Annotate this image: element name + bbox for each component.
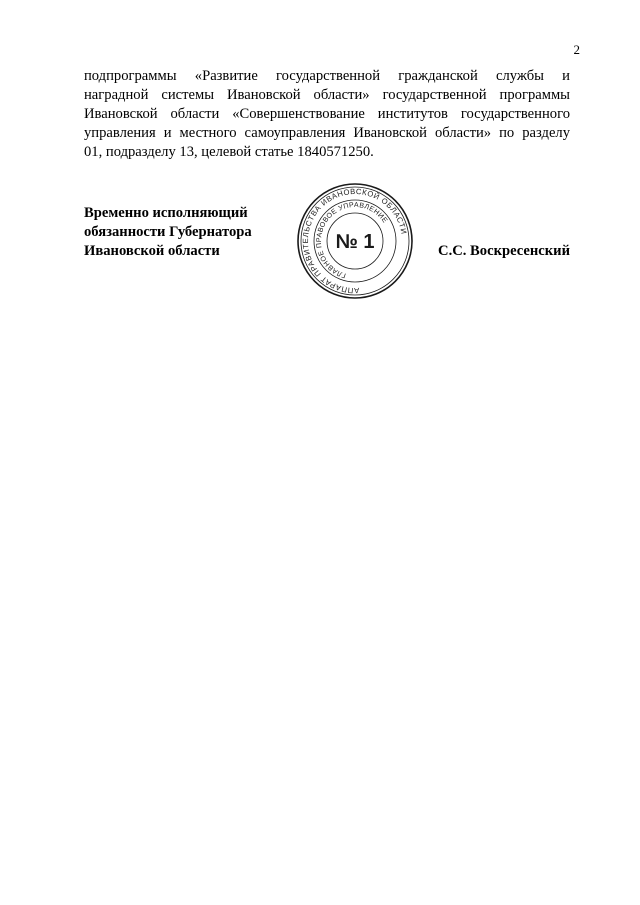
body-line: подпрограммы «Развитие государственной гражданской службы и [84,68,570,84]
seal-graphic [296,182,414,300]
seal-inner-text: ГЛАВНОЕ ПРАВОВОЕ УПРАВЛЕНИЕ [315,201,389,279]
seal-center-number: № 1 [335,231,375,253]
signatory-title [84,204,252,261]
signatory-title-line: Ивановской области [84,243,220,259]
signatory-title-line: обязанности Губернатора [84,224,252,240]
signatory-title-line: Временно исполняющий [84,205,248,221]
body-paragraph [84,67,570,162]
official-seal-stamp [296,182,414,300]
body-line: Ивановской области «Совершенствование институтов государственного [84,106,570,122]
page-number: 2 [573,42,580,57]
body-line: наградной системы Ивановской области» государственной программы [84,87,570,103]
body-line: управления и местного самоуправления Ивановской области» по разделу [84,125,570,141]
body-line: 01, подразделу 13, целевой статье 1840571250. [84,144,374,160]
seal-outer-text: АППАРАТ ПРАВИТЕЛЬСТВА ИВАНОВСКОЙ ОБЛАСТИ [300,186,409,296]
signer-name: С.С. Воскресенский [438,243,570,259]
